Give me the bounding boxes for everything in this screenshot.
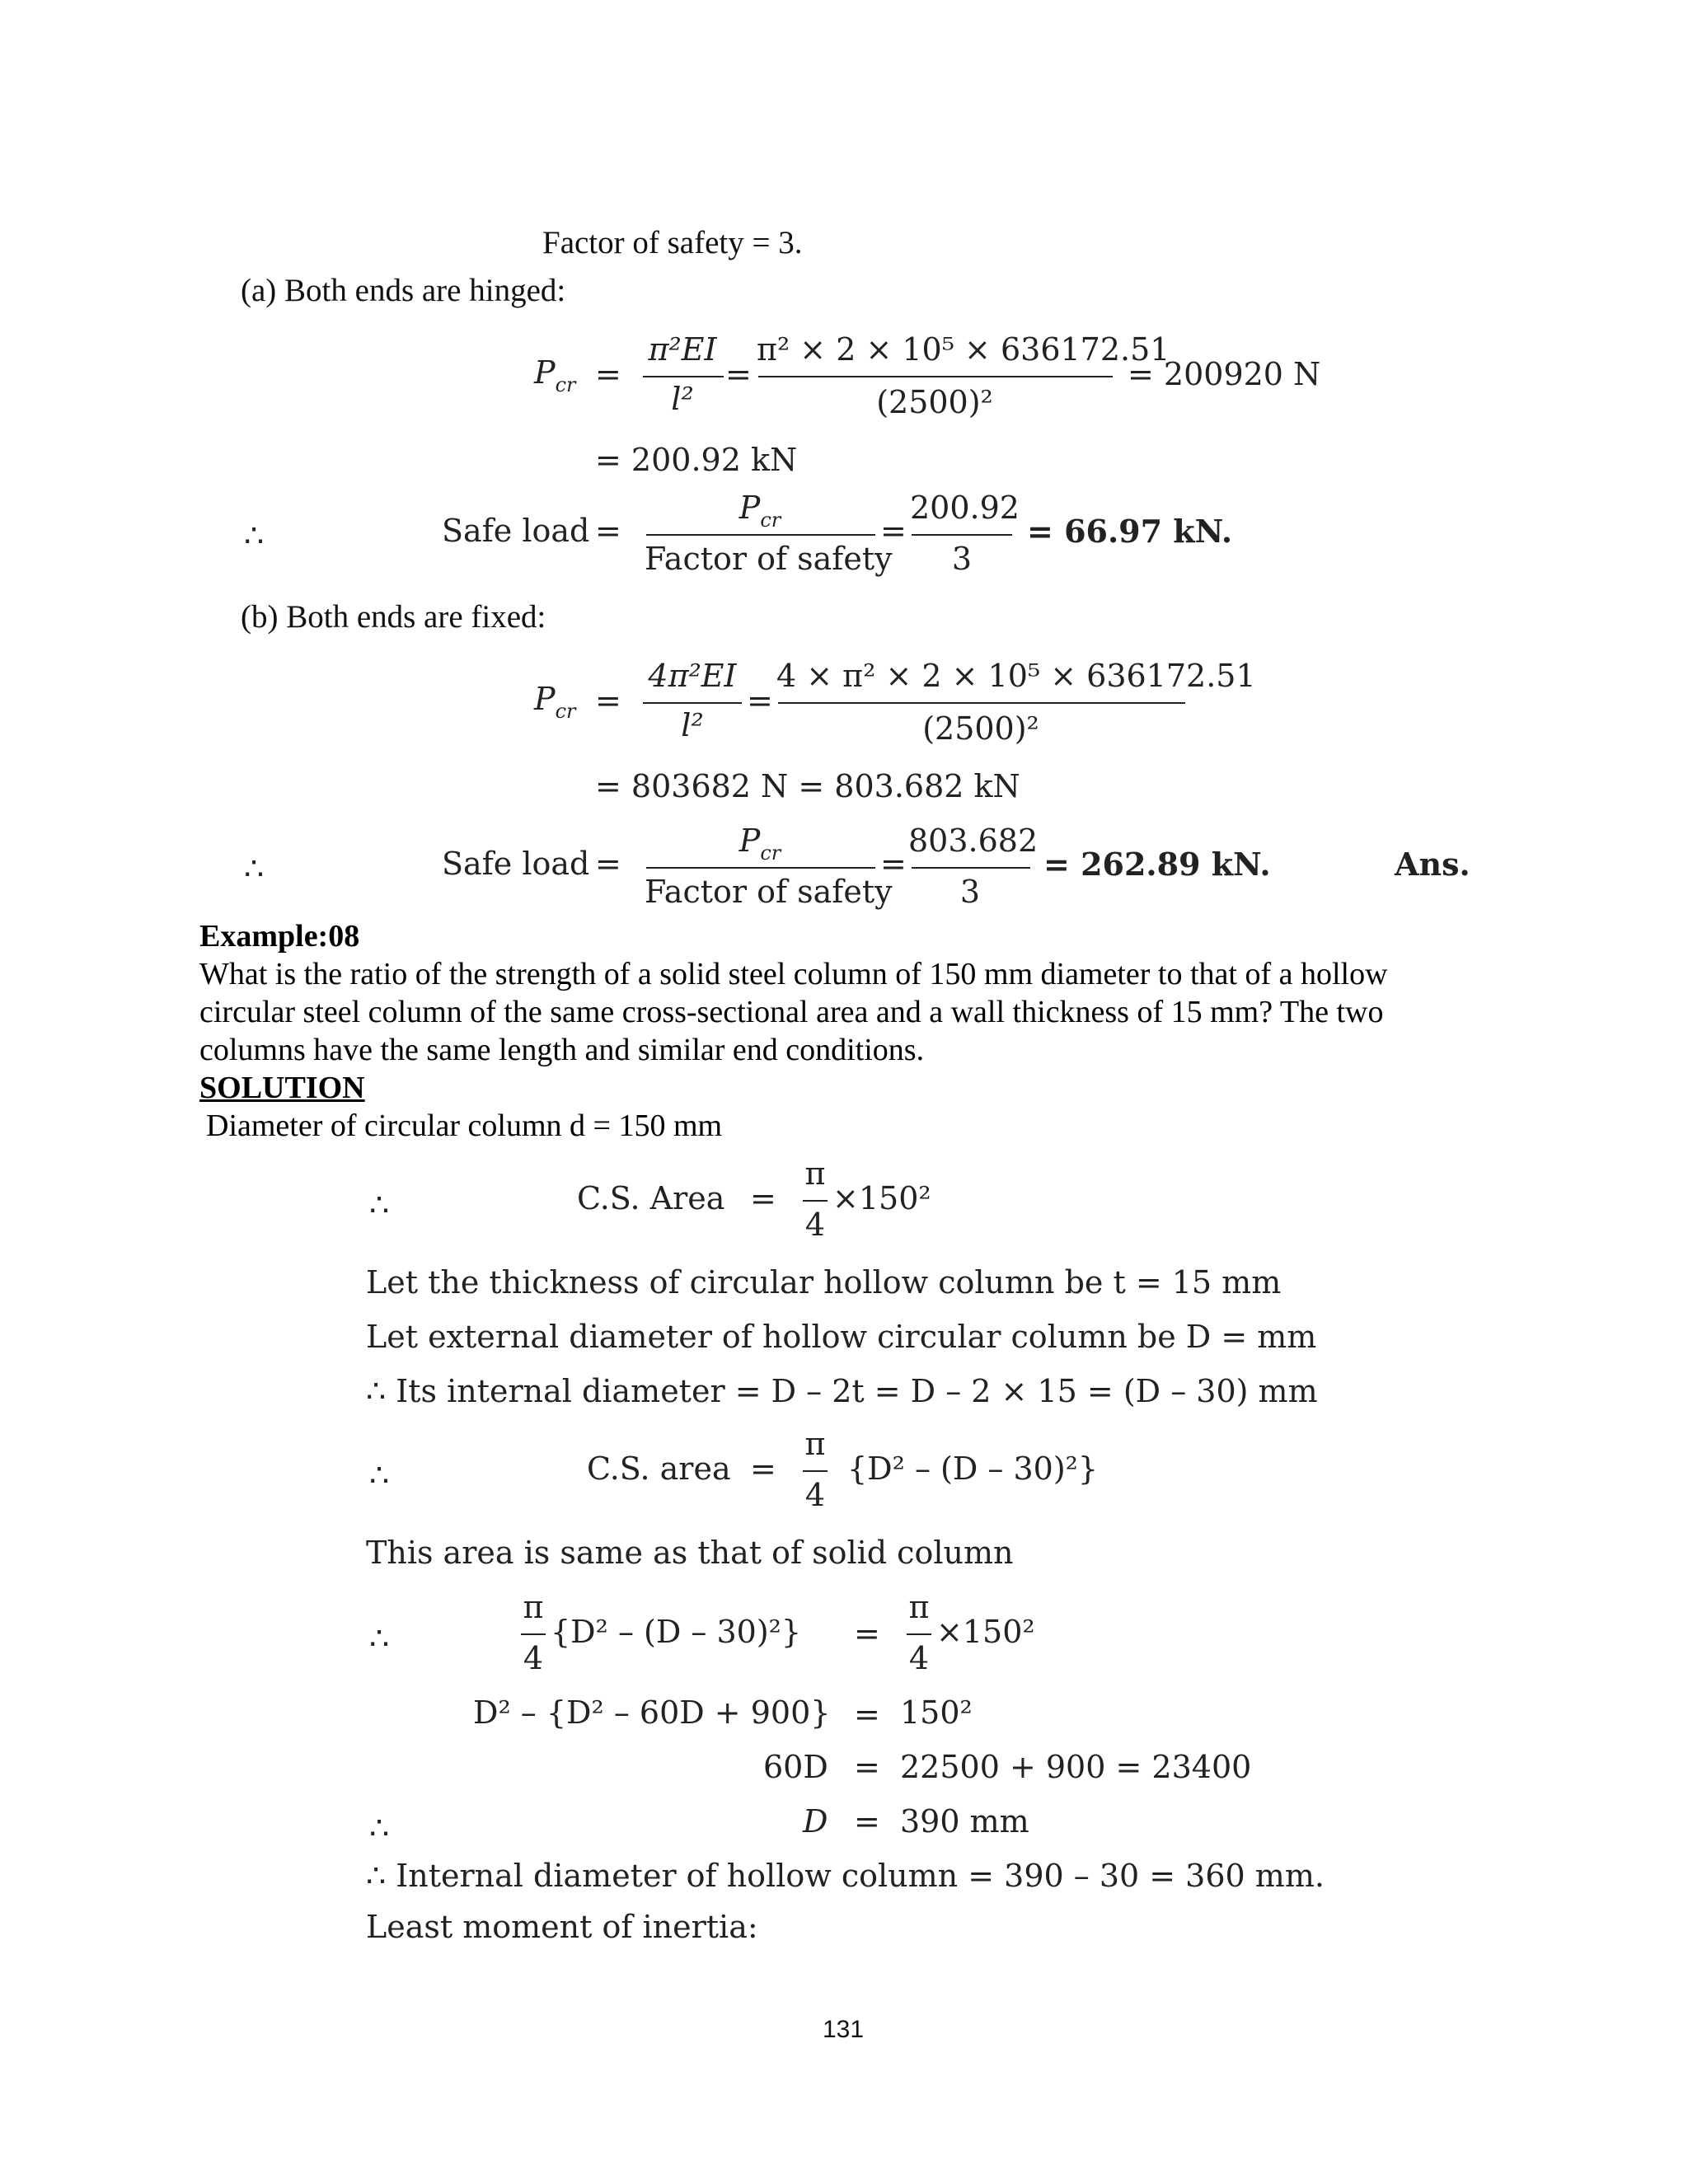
equals-sign: = (750, 1451, 776, 1487)
fraction-denominator: Factor of safety (645, 874, 893, 910)
equals-sign: = (880, 513, 907, 549)
result-value: = 803682 N = 803.682 kN (595, 768, 1020, 804)
fraction-denominator: 4 (804, 1477, 826, 1513)
cs-area-label: C.S. Area (577, 1180, 725, 1216)
step4-rhs: 390 mm (900, 1803, 1029, 1840)
fraction-numerator: 4π²EI (648, 658, 737, 694)
fraction-denominator: 3 (951, 541, 973, 577)
equals-sign: = (595, 846, 621, 882)
safe-load-label: Safe load (442, 846, 590, 882)
example-text-line: columns have the same length and similar end conditions. (199, 1033, 925, 1067)
equals-sign: = (854, 1696, 880, 1732)
fraction-numerator: $P_{cr}$ (738, 823, 781, 865)
equals-sign: = (854, 1749, 880, 1785)
fraction-bar (912, 867, 1030, 869)
fraction-bar (643, 376, 724, 377)
solution-heading: SOLUTION (199, 1071, 365, 1105)
fraction-bar (643, 702, 742, 704)
step4-lhs: D (803, 1803, 828, 1840)
fraction-denominator: l² (671, 381, 694, 417)
answer-value: = 262.89 kN. (1043, 846, 1271, 883)
fraction-denominator: 4 (523, 1640, 544, 1676)
step2-lhs: D² – {D² – 60D + 900} (473, 1694, 831, 1731)
fraction-denominator: (2500)² (922, 710, 1039, 747)
same-area-line: This area is same as that of solid column (366, 1535, 1014, 1571)
fraction-bar (521, 1633, 546, 1635)
cs-area-label: C.S. area (587, 1451, 731, 1487)
external-diameter-line: Let external diameter of hollow circular column be D = mm (366, 1319, 1317, 1355)
pcr-symbol: $P_{cr}$ (534, 681, 576, 723)
diameter-line: Diameter of circular column d = 150 mm (206, 1108, 723, 1143)
brace-expression: {D² – (D – 30)²} (551, 1614, 802, 1650)
fraction-numerator: 4 × π² × 2 × 10⁵ × 636172.51 (776, 658, 1256, 694)
equals-sign: = (750, 1180, 776, 1216)
fraction-numerator: π²EI (648, 331, 717, 368)
pi-symbol: π (523, 1589, 544, 1625)
times-150-squared: ×150² (936, 1614, 1035, 1650)
example-text-line: circular steel column of the same cross-sectional area and a wall thickness of 15 mm? The two (199, 995, 1384, 1029)
step3-rhs: 22500 + 900 = 23400 (900, 1749, 1252, 1785)
ans-label: Ans. (1395, 846, 1470, 883)
therefore-symbol: ∴ (369, 1187, 390, 1223)
answer-value: = 66.97 kN. (1027, 513, 1233, 550)
fraction-denominator: 4 (908, 1640, 930, 1676)
fraction-numerator: 200.92 (910, 490, 1020, 526)
result-value: = 200.92 kN (595, 442, 798, 478)
internal-diameter-result-line: ∴ Internal diameter of hollow column = 390 – 30 = 360 mm. (366, 1858, 1325, 1894)
therefore-symbol: ∴ (369, 1620, 390, 1657)
therefore-symbol: ∴ (369, 1457, 390, 1493)
factor-of-safety-line: Factor of safety = 3. (542, 225, 803, 260)
pi-symbol: π (804, 1426, 826, 1462)
fraction-numerator: $P_{cr}$ (738, 490, 781, 532)
therefore-symbol: ∴ (244, 851, 265, 887)
therefore-symbol: ∴ (369, 1810, 390, 1846)
therefore-symbol: ∴ (244, 518, 265, 554)
thickness-line: Let the thickness of circular hollow column be t = 15 mm (366, 1264, 1282, 1301)
result-value: = 200920 N (1128, 356, 1321, 392)
equals-sign: = (595, 513, 621, 549)
example-text-line: What is the ratio of the strength of a solid steel column of 150 mm diameter to that of a hollow (199, 957, 1388, 991)
fraction-bar (778, 702, 1185, 704)
safe-load-label: Safe load (442, 513, 590, 549)
equals-sign: = (854, 1803, 880, 1840)
brace-expression: {D² – (D – 30)²} (847, 1451, 1099, 1487)
equals-sign: = (747, 682, 773, 719)
pi-symbol: π (908, 1589, 930, 1625)
times-150-squared: ×150² (832, 1180, 931, 1216)
fraction-denominator: (2500)² (876, 384, 993, 420)
fraction-bar (646, 867, 875, 869)
fraction-numerator: 803.682 (908, 823, 1039, 859)
equals-sign: = (880, 846, 907, 882)
equals-sign: = (595, 682, 621, 719)
equals-sign: = (725, 356, 752, 392)
fraction-bar (912, 534, 1012, 536)
fraction-denominator: 4 (804, 1207, 826, 1243)
pcr-symbol: $P_{cr}$ (534, 354, 576, 396)
fraction-bar (758, 376, 1113, 377)
fraction-denominator: Factor of safety (645, 541, 893, 577)
fraction-denominator: 3 (959, 874, 981, 910)
fraction-bar (907, 1633, 931, 1635)
equals-sign: = (595, 356, 621, 392)
step2-rhs: 150² (900, 1694, 973, 1731)
internal-diameter-line: ∴ Its internal diameter = D – 2t = D – 2 × 15 = (D – 30) mm (366, 1373, 1318, 1409)
fraction-denominator: l² (681, 707, 704, 743)
equals-sign: = (854, 1615, 880, 1652)
fraction-numerator: π² × 2 × 10⁵ × 636172.51 (757, 331, 1170, 368)
step3-lhs: 60D (763, 1749, 828, 1785)
heading-both-ends-fixed: (b) Both ends are fixed: (241, 599, 546, 635)
fraction-bar (803, 1200, 828, 1202)
fraction-bar (803, 1470, 828, 1472)
page-number: 131 (823, 2016, 865, 2043)
pi-symbol: π (804, 1155, 826, 1192)
fraction-bar (646, 534, 875, 536)
least-moment-line: Least moment of inertia: (366, 1909, 758, 1945)
heading-both-ends-hinged: (a) Both ends are hinged: (241, 273, 566, 308)
example-title: Example:08 (199, 919, 360, 954)
